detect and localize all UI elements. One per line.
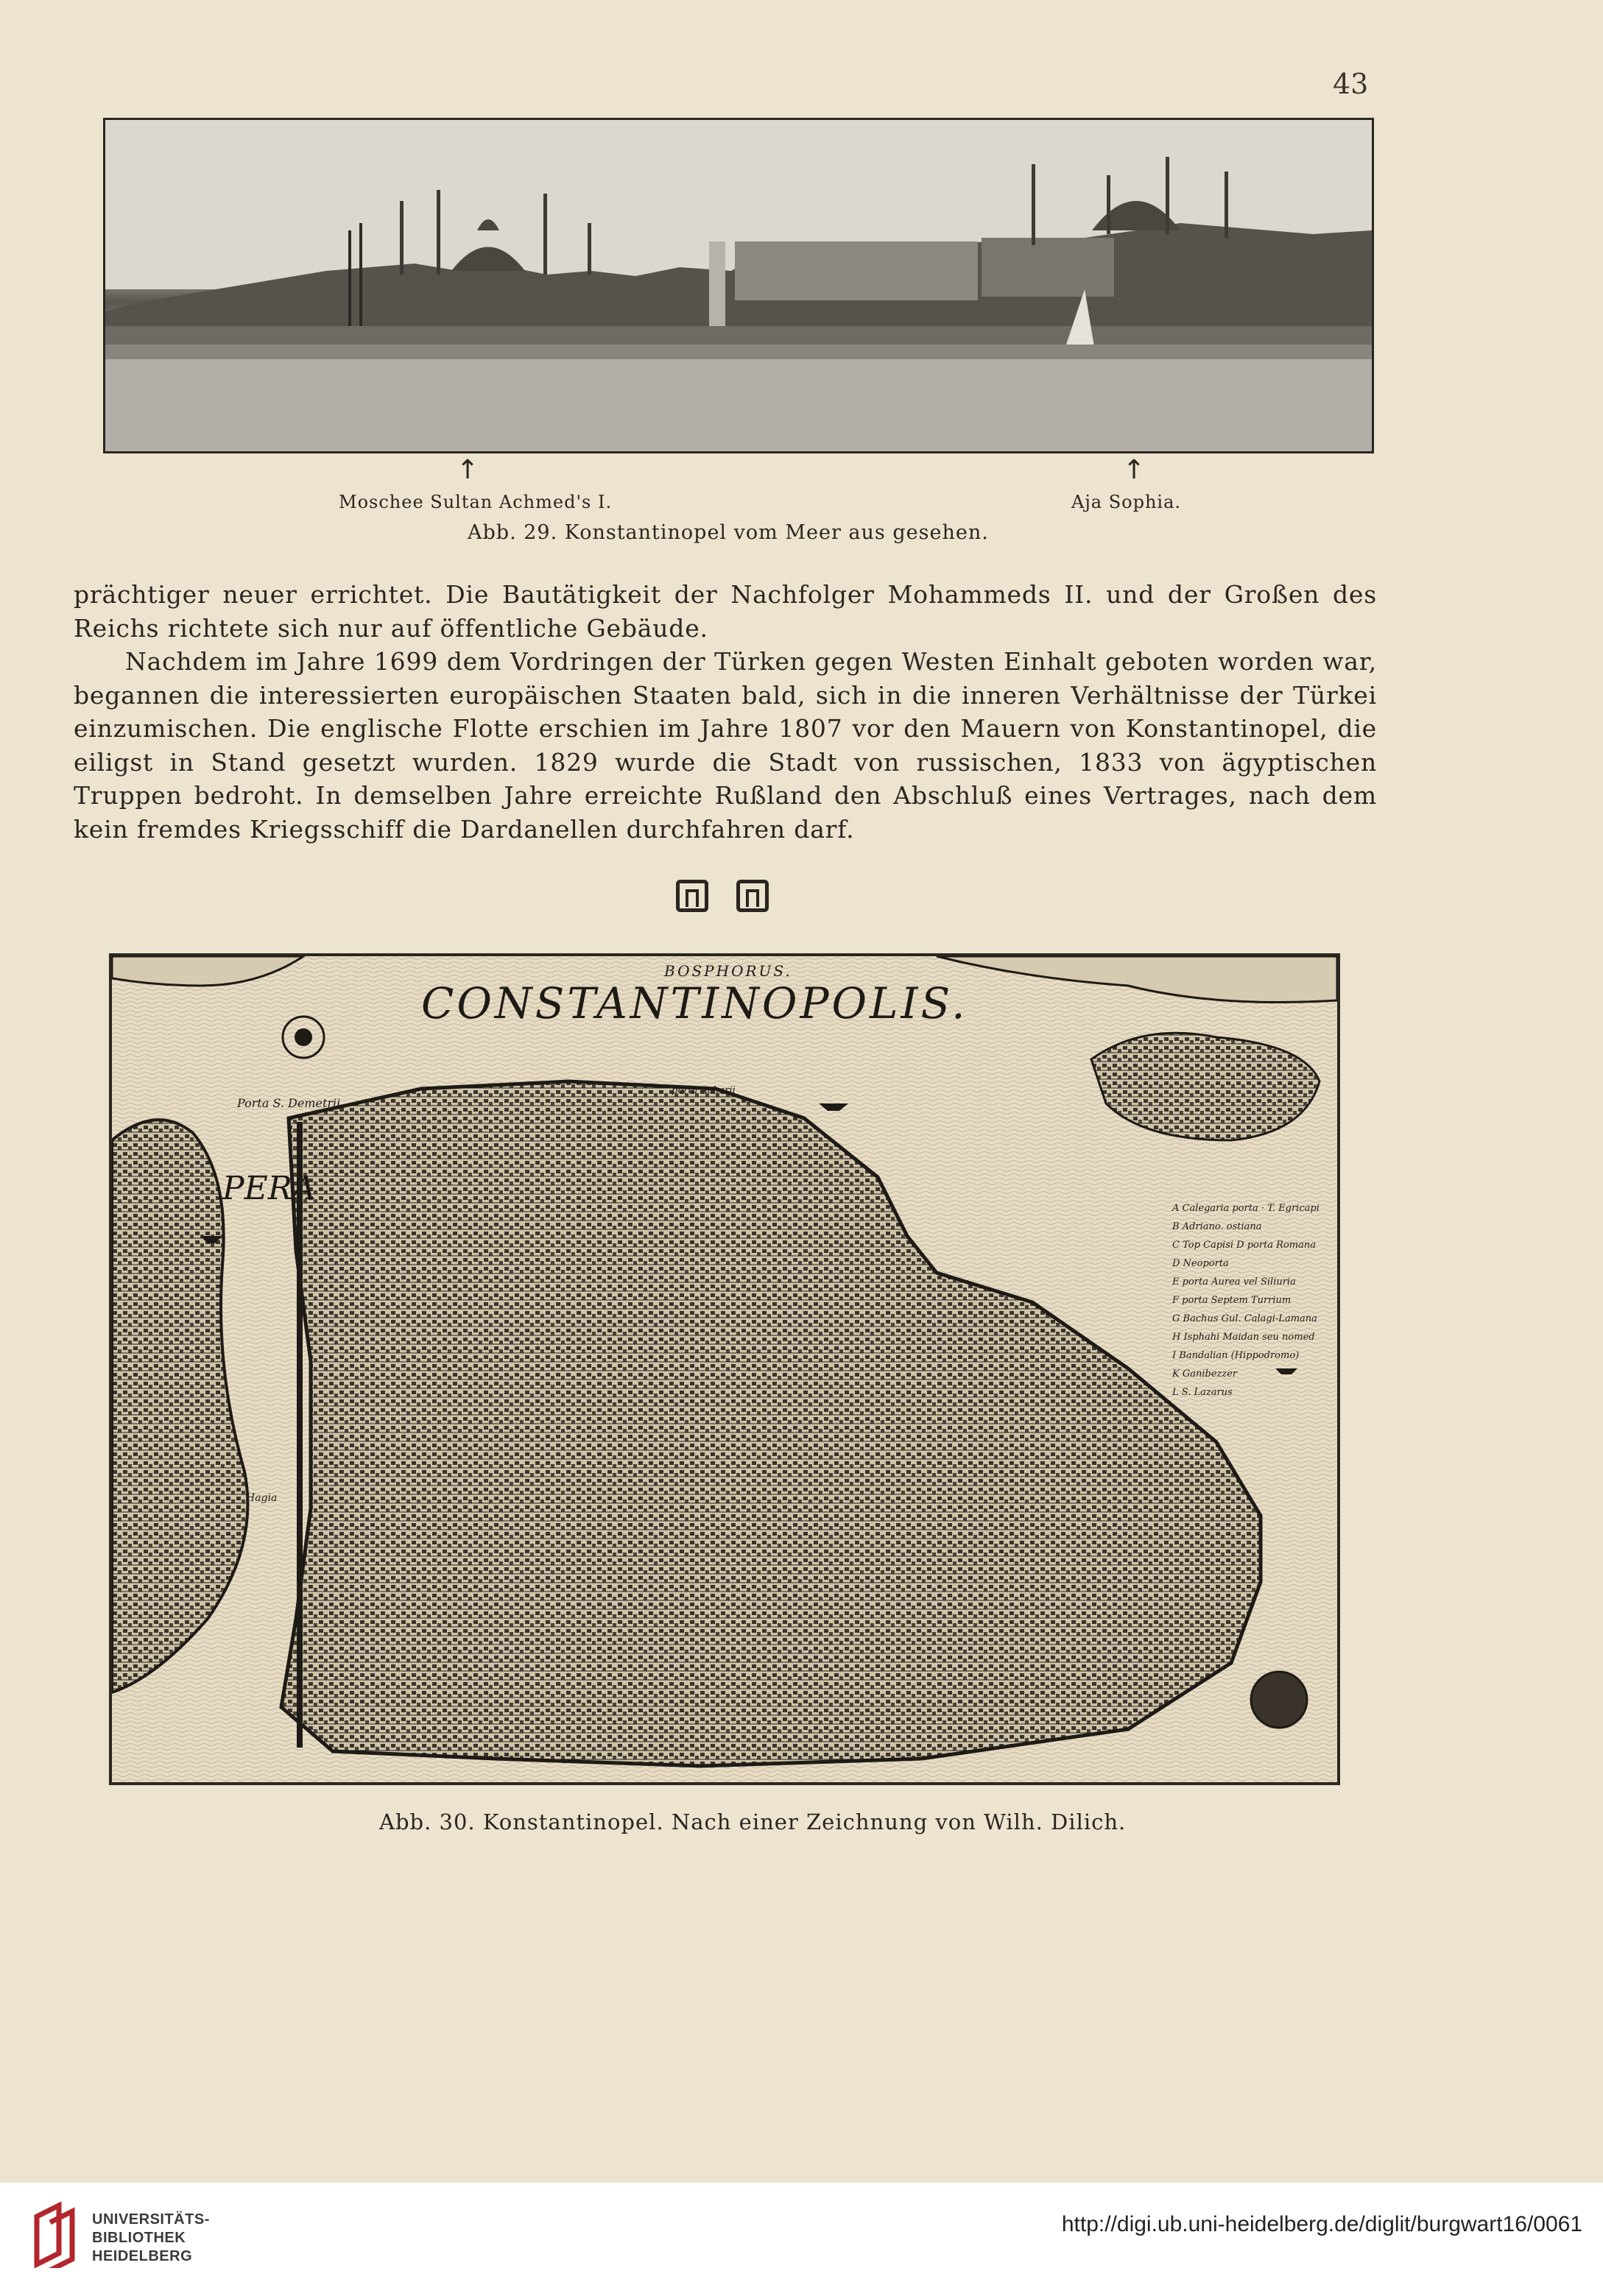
legend-item: C Top Capisi D porta Romana [1172,1240,1316,1251]
legend-item: A Calegaria porta · T. Egricapi [1172,1203,1320,1214]
ornament-right [736,880,769,912]
legend-item: F porta Septem Turrium [1172,1295,1292,1306]
legend-item: E porta Aurea vel Siliuria [1172,1276,1296,1287]
legend-item: I Bandalian (Hippodromo) [1172,1350,1300,1361]
library-name [92,2211,210,2266]
library-logo-icon [29,2202,81,2268]
legend-item: B Adriano. ostiana [1172,1221,1262,1232]
library-name-line-1: UNIVERSITÄTS- [92,2211,210,2228]
section-ornaments [676,880,769,912]
page-number: 43 [1333,68,1369,100]
permalink-url[interactable]: http://digi.ub.uni-heidelberg.de/diglit/burgwart16/0061 [1061,2212,1582,2236]
paragraph-1: prächtiger neuer errichtet. Die Bautätigkeit der Nachfolger Mohammeds II. und der Großen des Reichs richtete sich nur auf öffentliche Gebäude. [74,580,1377,643]
map-label-porta-demetrii: Porta S. Demetrii [237,1096,341,1110]
map-label-pera: PERA [222,1170,316,1207]
body-text [74,578,1377,846]
label-hagia-sophia: Aja Sophia. [1071,492,1182,512]
map-label-hagia: Hagia [246,1492,278,1504]
paragraph-2: Nachdem im Jahre 1699 dem Vordringen der Türken gegen Westen Einhalt geboten worden war, begannen die interessierten europäischen Staaten bald, sich in die inneren Verhältnisse der Türkei einzumischen. Die englische Flotte erschien im Jahre 1807 vor den Mauern von Konstantinopel, die eiligst in Stand gesetzt wurden. 1829 wurde die Stadt von russischen, 1833 von ägyptischen Truppen bedroht. In demselben Jahre erreichte Rußland den Abschluß eines Vertrages, nach dem kein fremdes Kriegsschiff die Dardanellen durchfahren darf. [74,647,1377,844]
map-label-bosphorus: BOSPHORUS. [664,962,792,980]
legend-item: H Isphahi Maidan seu nomed [1172,1332,1315,1343]
legend-item: G Bachus Gul. Calagi-Lamana [1172,1313,1317,1324]
map-label-porta-acharii: porta Acharii [672,1085,736,1096]
arrow-mosque: ↑ [457,455,479,485]
ornament-left [676,880,708,912]
skyline-photograph-drawing [105,120,1372,451]
map-title: CONSTANTINOPOLIS. [421,978,968,1028]
figure-29-caption: Abb. 29. Konstantinopel vom Meer aus gesehen. [468,521,989,544]
constantinople-map [109,953,1340,1785]
label-sultan-ahmed-mosque: Moschee Sultan Achmed's I. [339,492,613,512]
footer-bar [0,2183,1603,2296]
arrow-hagia-sophia: ↑ [1123,455,1146,485]
legend-item: D Neoporta [1172,1258,1229,1269]
legend-item: K Ganibezzer [1172,1368,1238,1380]
map-legend [1172,1199,1334,1402]
legend-item: L S. Lazarus [1172,1387,1233,1398]
map-drawing [112,956,1337,1782]
figure-30-caption: Abb. 30. Konstantinopel. Nach einer Zeichnung von Wilh. Dilich. [379,1809,1127,1834]
skyline-photograph [103,118,1374,453]
library-name-line-2: BIBLIOTHEK [92,2230,186,2246]
library-name-line-3: HEIDELBERG [92,2248,193,2264]
